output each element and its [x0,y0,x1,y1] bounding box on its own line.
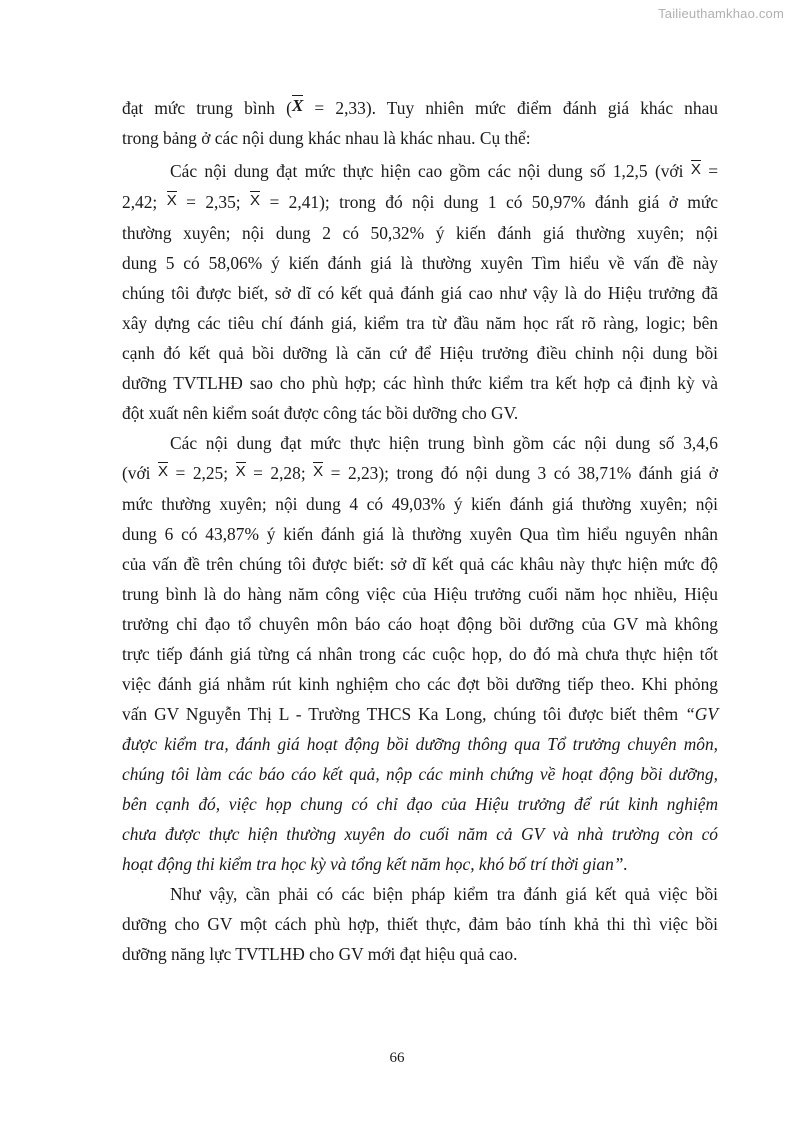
quote-segment: “GV [685,704,718,724]
text-line [122,218,718,248]
xbar-symbol: X [313,463,324,480]
text-line [122,338,718,368]
text-line [122,187,718,218]
text-segment: = 2,23); trong đó nội dung 3 có 38,71% đánh giá ở [323,463,718,483]
text-segment: chưa được thực hiện thường xuyên do cuối năm cả GV và nhà trường còn có [122,824,718,844]
text-segment: chúng tôi được biết, sở dĩ có kết quả đánh giá cao như vậy là do Hiệu trưởng đã [122,283,718,303]
text-line [122,669,718,699]
text-line [122,699,718,729]
text-segment: = 2,28; [245,463,314,483]
text-line [122,939,718,969]
text-segment: xây dựng các tiêu chí đánh giá, kiểm tra từ đầu năm học rất rõ ràng, logic; bên [122,313,718,333]
text-segment: trưởng chỉ đạo tổ chuyên môn báo cáo hoạt động bồi dưỡng của GV mà không [122,614,718,634]
text-segment: = 2,33). Tuy nhiên mức điểm đánh giá khác nhau [303,98,718,118]
text-segment: bên cạnh đó, việc họp chung có chỉ đạo của Hiệu trưởng để rút kinh nghiệm [122,794,718,814]
xbar-symbol: X [235,463,246,480]
text-segment: hoạt động thi kiểm tra học kỳ và tổng kết năm học, khó bố trí thời gian”. [122,854,628,874]
text-segment: trung bình là do hàng năm công việc của Hiệu trưởng cuối năm học nhiều, Hiệu [122,584,718,604]
quote-line [122,789,718,819]
text-line [122,579,718,609]
text-line [122,489,718,519]
text-segment: của vấn đề trên chúng tôi được biết: sở dĩ kết quả các khâu này thực hiện mức độ [122,554,718,574]
xbar-symbol: X [166,192,177,209]
text-segment: dưỡng cho GV một cách phù hợp, thiết thực, đảm bảo tính khả thi thì việc bồi [122,914,718,934]
text-line [122,398,718,428]
text-segment: việc đánh giá nhằm rút kinh nghiệm cho các đợt bồi dưỡng tiếp theo. Khi phỏng [122,674,718,694]
text-segment: Các nội dung đạt mức thực hiện cao gồm các nội dung số 1,2,5 (với [170,161,691,181]
text-line [122,428,718,458]
text-line [122,93,718,123]
text-line [122,609,718,639]
text-segment: dưỡng năng lực TVTLHĐ cho GV mới đạt hiệu quả cao. [122,944,518,964]
text-segment: dung 6 có 43,87% ý kiến đánh giá là thường xuyên Qua tìm hiểu nguyên nhân [122,524,718,544]
text-segment: cạnh đó kết quả bồi dưỡng là căn cứ để Hiệu trưởng điều chỉnh nội dung bồi [122,343,718,363]
text-segment: trực tiếp đánh giá từng cá nhân trong các cuộc họp, do đó mà chưa thực hiện tốt [122,644,718,664]
text-line [122,549,718,579]
text-segment: được kiểm tra, đánh giá hoạt động bồi dưỡng thông qua Tổ trưởng chuyên môn, [122,734,718,754]
text-segment: dung 5 có 58,06% ý kiến đánh giá là thường xuyên Tìm hiểu về vấn đề này [122,253,718,273]
text-line [122,519,718,549]
text-line [122,909,718,939]
text-segment: Các nội dung đạt mức thực hiện trung bình gồm các nội dung số 3,4,6 [170,433,718,453]
text-segment: = 2,41); trong đó nội dung 1 có 50,97% đánh giá ở mức [260,192,718,212]
xbar-symbol: X [291,96,304,115]
quote-line [122,819,718,849]
text-segment: dưỡng TVTLHĐ sao cho phù hợp; các hình thức kiểm tra kết hợp cả định kỳ và [122,373,718,393]
text-segment: trong bảng ở các nội dung khác nhau là khác nhau. Cụ thể: [122,128,531,148]
document-body [122,93,718,969]
text-segment: đạt mức trung bình ( [122,98,292,118]
text-segment: 2,42; [122,192,167,212]
text-segment: = [700,161,719,181]
text-line [122,248,718,278]
quote-line [122,849,718,879]
quote-line [122,759,718,789]
text-line [122,458,718,489]
text-segment: = 2,25; [168,463,236,483]
xbar-symbol: X [690,161,701,178]
text-segment: chúng tôi làm các báo cáo kết quả, nộp các minh chứng về hoạt động bồi dưỡng, [122,764,718,784]
text-line [122,639,718,669]
text-segment: thường xuyên; nội dung 2 có 50,32% ý kiến đánh giá thường xuyên; nội [122,223,718,243]
watermark: Tailieuthamkhao.com [658,6,784,21]
text-line [122,156,718,187]
xbar-symbol: X [250,192,261,209]
quote-line [122,729,718,759]
text-segment: đột xuất nên kiểm soát được công tác bồi dưỡng cho GV. [122,403,519,423]
text-line [122,368,718,398]
text-segment: (với [122,463,159,483]
text-segment: vấn GV Nguyễn Thị L - Trường THCS Ka Long, chúng tôi được biết thêm [122,704,686,724]
xbar-symbol: X [158,463,169,480]
text-line [122,879,718,909]
text-segment: Như vậy, cần phải có các biện pháp kiểm tra đánh giá kết quả việc bồi [170,884,718,904]
text-line [122,308,718,338]
text-line [122,278,718,308]
text-segment: mức thường xuyên; nội dung 4 có 49,03% ý kiến đánh giá thường xuyên; nội [122,494,718,514]
page-number: 66 [389,1050,405,1066]
text-line [122,123,718,153]
text-segment: = 2,35; [176,192,251,212]
